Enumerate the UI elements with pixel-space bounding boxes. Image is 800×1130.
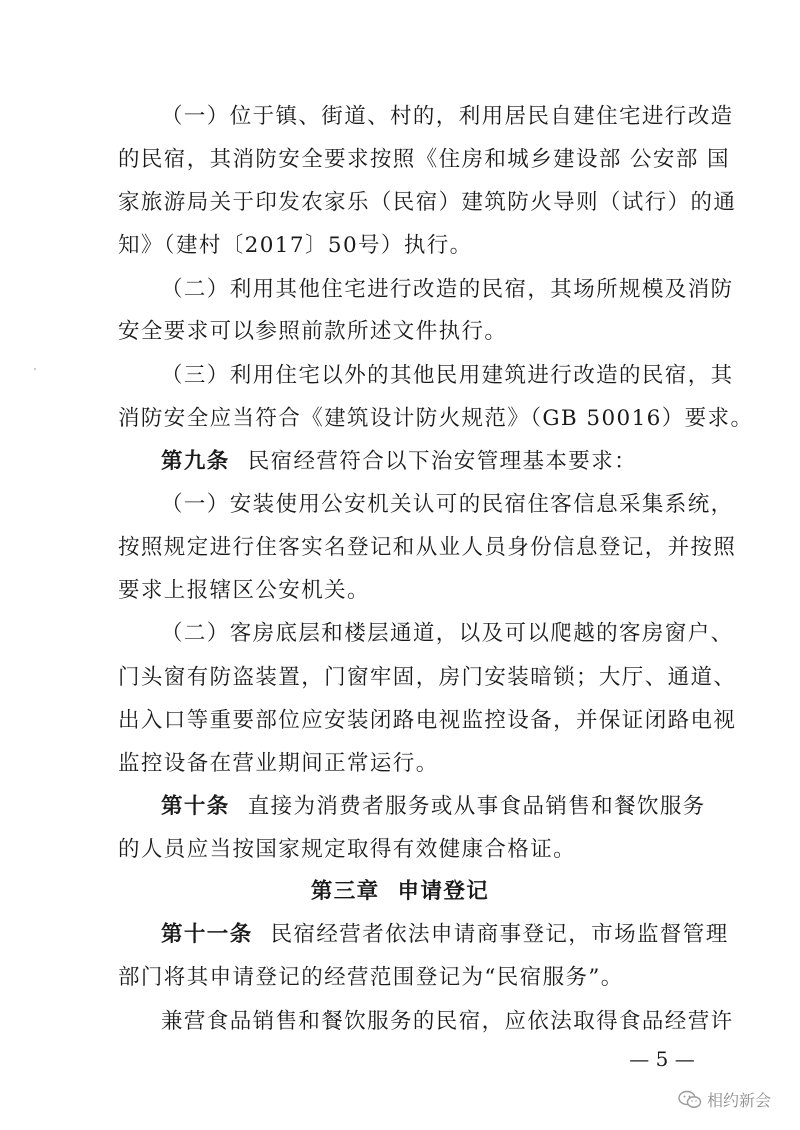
article-9-heading: 第九条 (161, 449, 230, 474)
page-number: — 5 — (629, 1047, 695, 1071)
text-line: 兼营食品销售和餐饮服务的民宿，应依法取得食品经营许 (161, 1009, 734, 1034)
text-line: 的人员应当按国家规定取得有效健康合格证。 (118, 837, 577, 862)
text-line: 知》（建村〔2017〕50号）执行。 (118, 233, 473, 258)
text-line: 家旅游局关于印发农家乐（民宿）建筑防火导则（试行）的通 (118, 190, 737, 215)
chapter-title: 申请登记 (397, 879, 490, 904)
chapter-heading (0, 877, 800, 907)
text-line: 的民宿，其消防安全要求按照《住房和城乡建设部 公安部 国 (118, 147, 730, 172)
text-line: （二）利用其他住宅进行改造的民宿，其场所规模及消防 (161, 277, 734, 302)
text-line: （一）位于镇、街道、村的，利用居民自建住宅进行改造 (161, 104, 734, 129)
text-line: 安全要求可以参照前款所述文件执行。 (118, 319, 508, 344)
article-9-line (161, 447, 718, 477)
chapter-number: 第三章 (310, 879, 380, 904)
text-line: 门头窗有防盗装置，门窗牢固，房门安装暗锁；大厅、通道、 (118, 665, 737, 690)
article-9-text: 民宿经营符合以下治安管理基本要求： (247, 449, 638, 474)
text-line: 出入口等重要部位应安装闭路电视监控设备，并保证闭路电视 (118, 708, 737, 733)
text-line: （二）客房底层和楼层通道，以及可以爬越的客房窗户、 (161, 621, 734, 646)
text-line: （三）利用住宅以外的其他民用建筑进行改造的民宿，其 (161, 363, 734, 388)
text-line: 要求上报辖区公安机关。 (118, 578, 370, 603)
text-line: 按照规定进行住客实名登记和从业人员身份信息登记，并按照 (118, 535, 737, 560)
text-line: （一）安装使用公安机关认可的民宿住客信息采集系统， (161, 492, 734, 517)
article-10-text: 直接为消费者服务或从事食品销售和餐饮服务 (247, 794, 706, 819)
article-11-text: 民宿经营者依法申请商事登记，市场监督管理 (270, 922, 729, 947)
text-line: 部门将其申请登记的经营范围登记为“民宿服务”。 (118, 965, 624, 990)
article-11-heading: 第十一条 (161, 922, 253, 947)
text-line: 监控设备在营业期间正常运行。 (118, 751, 439, 776)
article-10-heading: 第十条 (161, 794, 230, 819)
margin-speck (34, 368, 36, 370)
article-11-line (161, 920, 729, 950)
watermark (678, 1088, 771, 1111)
wechat-icon (678, 1090, 702, 1110)
watermark-text: 相约新会 (707, 1091, 772, 1110)
article-10-line (161, 792, 718, 822)
text-line: 消防安全应当符合《建筑设计防火规范》（GB 50016）要求。 (118, 406, 754, 431)
